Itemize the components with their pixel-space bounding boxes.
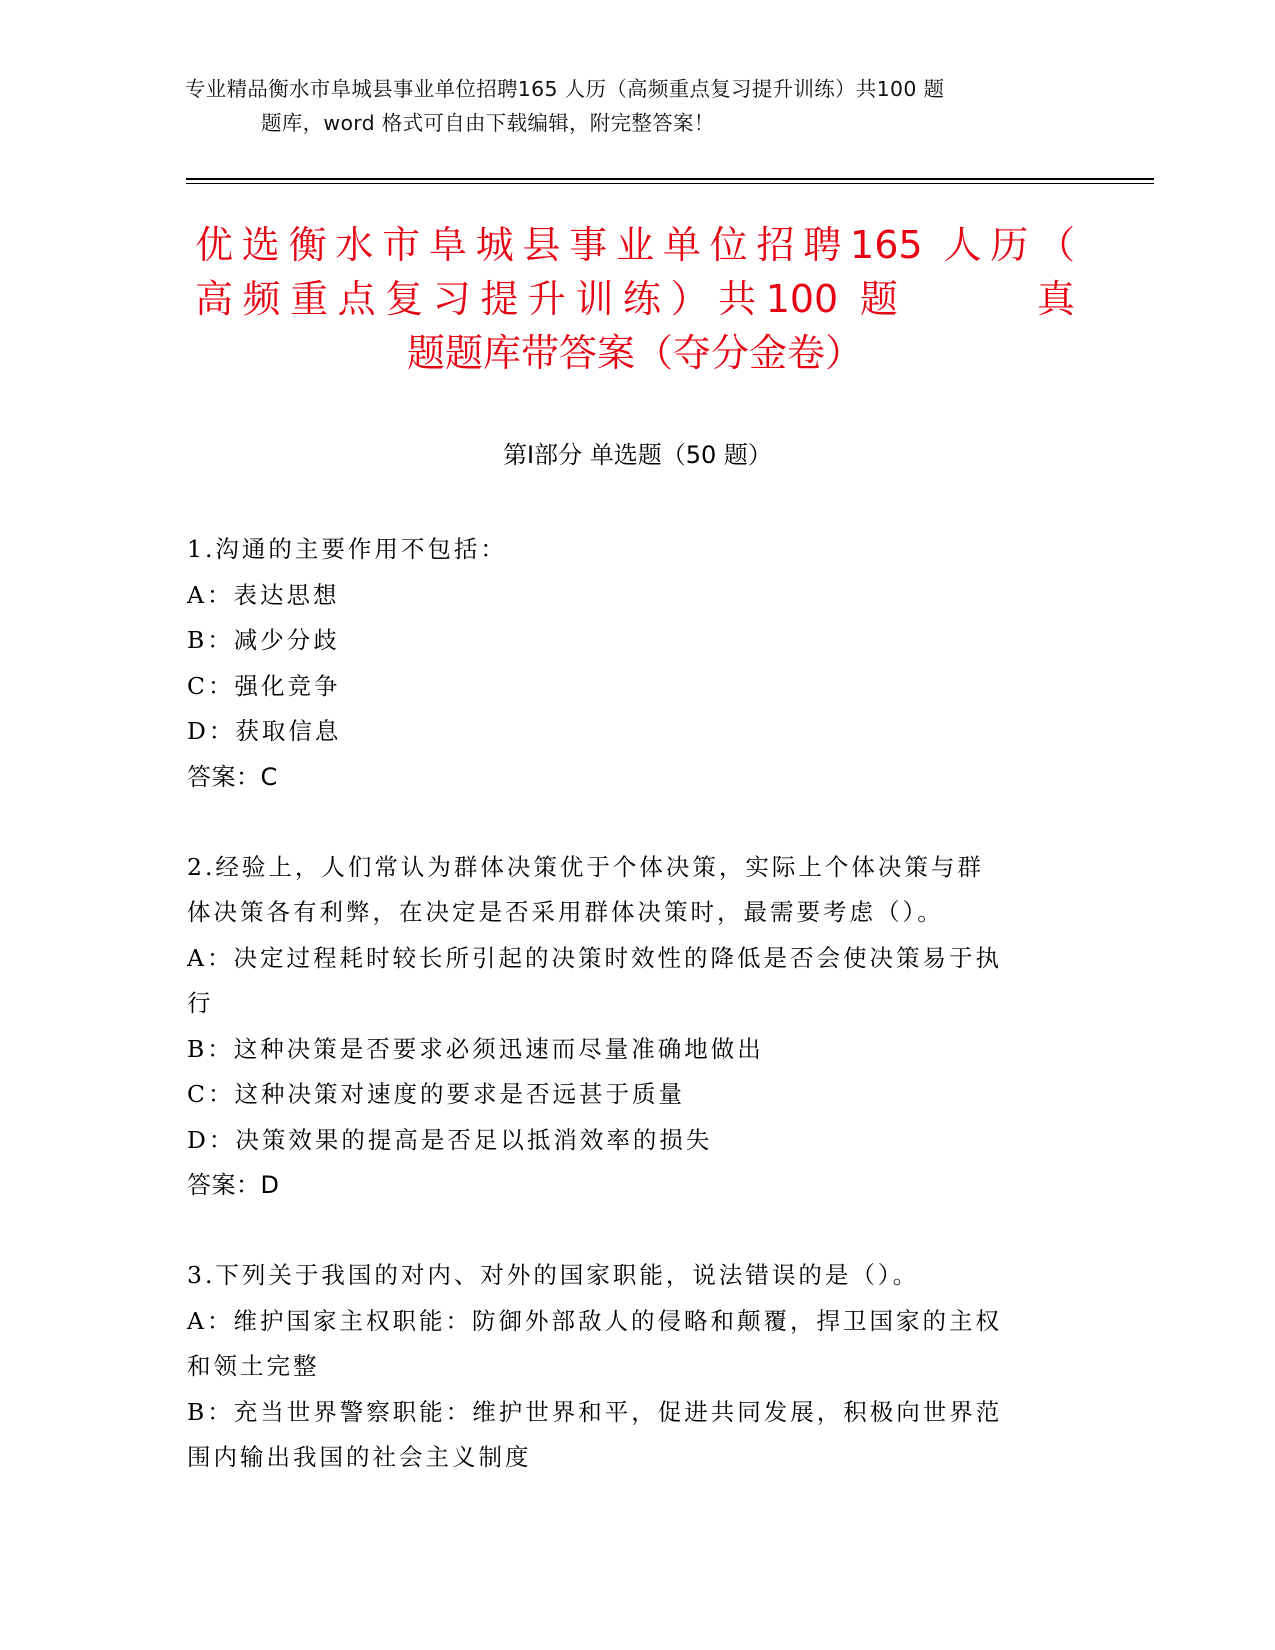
document-title <box>195 218 1075 380</box>
option-b-continued: 围内输出我国的社会主义制度 <box>187 1443 532 1471</box>
question-list <box>187 527 1067 1526</box>
question-2 <box>187 845 1067 1209</box>
question-stem: 2.经验上，人们常认为群体决策优于个体决策，实际上个体决策与群 <box>187 852 984 881</box>
option-a: A：决定过程耗时较长所引起的决策时效性的降低是否会使决策易于执 <box>187 943 1002 972</box>
document-header <box>185 72 1090 140</box>
question-stem: 3.下列关于我国的对内、对外的国家职能，说法错误的是（）。 <box>187 1261 920 1289</box>
option-b: B：这种决策是否要求必须迅速而尽量准确地做出 <box>187 1034 764 1063</box>
option-a-continued: 和领土完整 <box>187 1352 320 1380</box>
option-c: C：强化竞争 <box>187 671 341 700</box>
header-divider-thick <box>186 178 1154 180</box>
option-b: B：充当世界警察职能：维护世界和平，促进共同发展，积极向世界范 <box>187 1397 1003 1426</box>
header-line-1: 专业精品衡水市阜城县事业单位招聘165 人历（高频重点复习提升训练）共100 题 <box>185 77 945 101</box>
option-a-continued: 行 <box>187 989 214 1017</box>
question-3 <box>187 1253 1067 1481</box>
option-d: D：获取信息 <box>187 717 342 745</box>
title-line-1: 优选衡水市阜城县事业单位招聘165 人历（ <box>195 223 1075 267</box>
title-line-2 <box>195 272 1075 326</box>
option-d: D：决策效果的提高是否足以抵消效率的损失 <box>187 1125 713 1154</box>
header-divider-thin <box>186 183 1154 184</box>
question-stem-continued: 体决策各有利弊，在决定是否采用群体决策时，最需要考虑（）。 <box>187 898 944 926</box>
section-title: 第Ⅰ部分 单选题（50 题） <box>503 441 772 469</box>
option-c: C：这种决策对速度的要求是否远甚于质量 <box>187 1080 685 1108</box>
title-line-3: 题题库带答案（夺分金卷） <box>406 331 863 375</box>
question-stem: 1.沟通的主要作用不包括： <box>187 535 507 563</box>
title-line-2-end: 真 <box>1027 277 1075 321</box>
question-1 <box>187 527 1067 800</box>
answer-text: 答案：C <box>187 762 278 791</box>
option-b: B：减少分歧 <box>187 626 340 654</box>
option-a: A：表达思想 <box>187 580 340 609</box>
title-line-2-main: 高频重点复习提升训练）共100 题 <box>195 277 908 321</box>
option-a: A：维护国家主权职能：防御外部敌人的侵略和颠覆，捍卫国家的主权 <box>187 1306 1002 1335</box>
header-line-2: 题库，word 格式可自由下载编辑，附完整答案！ <box>261 111 715 135</box>
answer-text: 答案：D <box>187 1171 280 1199</box>
